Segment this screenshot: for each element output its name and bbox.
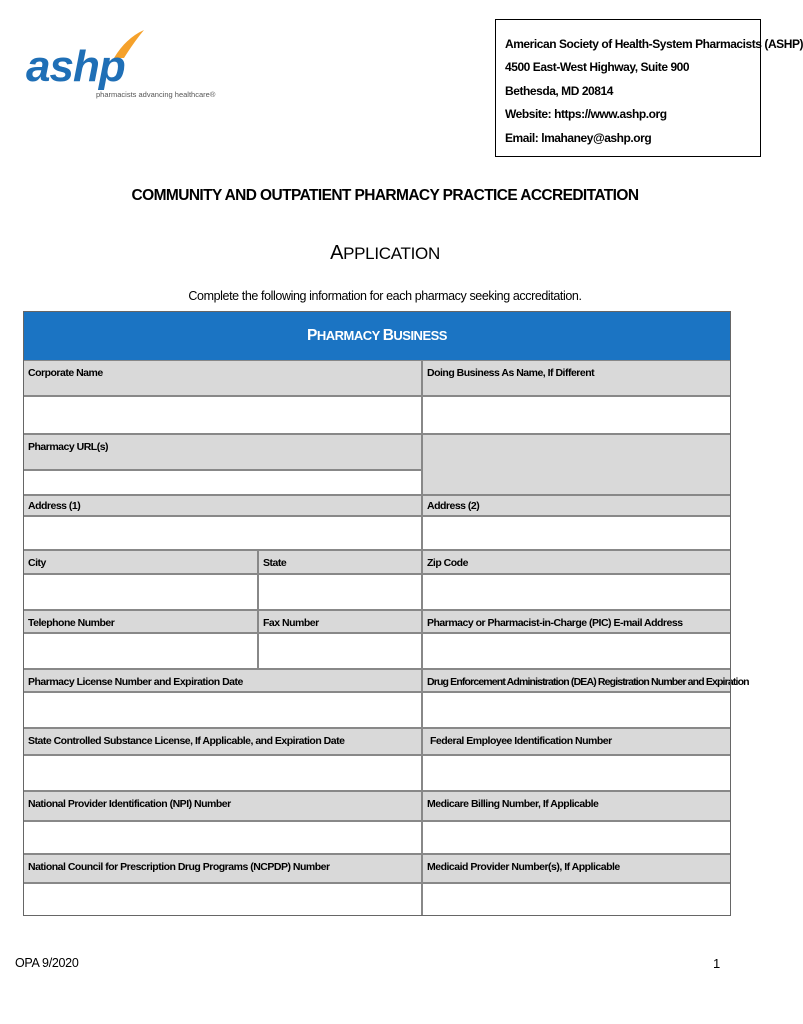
medicaid-label: Medicaid Provider Number(s), If Applicable <box>422 854 731 883</box>
subtitle-rest: PPLICATION <box>343 244 440 263</box>
email-field[interactable] <box>422 633 731 669</box>
corporate-name-label: Corporate Name <box>23 360 422 396</box>
address1-label: Address (1) <box>23 495 422 516</box>
dba-label: Doing Business As Name, If Different <box>422 360 731 396</box>
fax-label: Fax Number <box>258 610 422 633</box>
instructions: Complete the following information for each pharmacy seeking accreditation. <box>188 289 582 303</box>
city-field[interactable] <box>23 574 258 610</box>
org-name: American Society of Health-System Pharmacists (ASHP) <box>505 37 803 51</box>
dea-label: Drug Enforcement Administration (DEA) Registration Number and Expiration <box>422 669 731 692</box>
section-harmacy: HARMACY <box>316 328 383 343</box>
state-field[interactable] <box>258 574 422 610</box>
fein-field[interactable] <box>422 755 731 791</box>
medicare-label: Medicare Billing Number, If Applicable <box>422 791 731 821</box>
state-label: State <box>258 550 422 574</box>
url-label: Pharmacy URL(s) <box>23 434 422 470</box>
email-text: Email: lmahaney@ashp.org <box>505 130 652 145</box>
ncpdp-label: National Council for Prescription Drug Programs (NCPDP) Number <box>23 854 422 883</box>
corporate-name-field[interactable] <box>23 396 422 434</box>
dea-field[interactable] <box>422 692 731 728</box>
phone-field[interactable] <box>23 633 258 669</box>
city-label: City <box>23 550 258 574</box>
ashp-logo <box>26 28 216 108</box>
zip-field[interactable] <box>422 574 731 610</box>
form-version: OPA 9/2020 <box>15 956 79 970</box>
fein-label: Federal Employee Identification Number <box>422 728 731 755</box>
section-b: B <box>382 327 394 344</box>
subtitle-initial: A <box>330 242 344 264</box>
address1-field[interactable] <box>23 516 422 550</box>
address2-label: Address (2) <box>422 495 731 516</box>
ncpdp-field[interactable] <box>23 883 422 916</box>
blank-gray-cell <box>422 434 731 495</box>
controlled-substance-field[interactable] <box>23 755 422 791</box>
section-header <box>23 311 731 360</box>
fax-field[interactable] <box>258 633 422 669</box>
document-subtitle <box>0 242 770 265</box>
medicaid-field[interactable] <box>422 883 731 916</box>
email-label: Pharmacy or Pharmacist-in-Charge (PIC) E-mail Address <box>422 610 731 633</box>
controlled-substance-label: State Controlled Substance License, If Applicable, and Expiration Date <box>23 728 422 755</box>
url-field[interactable] <box>23 470 422 495</box>
logo-tagline: pharmacists advancing healthcare® <box>96 90 216 99</box>
page-number: 1 <box>713 956 721 971</box>
logo-wordmark: ashp <box>26 42 125 91</box>
pharmacy-business-form <box>23 311 749 916</box>
dba-field[interactable] <box>422 396 731 434</box>
street-address: 4500 East-West Highway, Suite 900 <box>505 60 690 75</box>
license-field[interactable] <box>23 692 422 728</box>
section-p: P <box>307 327 317 344</box>
phone-label: Telephone Number <box>23 610 258 633</box>
npi-label: National Provider Identification (NPI) Number <box>23 791 422 821</box>
document-title: COMMUNITY AND OUTPATIENT PHARMACY PRACTICE ACCREDITATION <box>131 187 639 204</box>
zip-label: Zip Code <box>422 550 731 574</box>
npi-field[interactable] <box>23 821 422 854</box>
license-label: Pharmacy License Number and Expiration Date <box>23 669 422 692</box>
website-text: Website: https://www.ashp.org <box>505 107 667 122</box>
address2-field[interactable] <box>422 516 731 550</box>
medicare-field[interactable] <box>422 821 731 854</box>
section-usiness: USINESS <box>393 328 447 343</box>
city-address: Bethesda, MD 20814 <box>505 83 613 98</box>
contact-box <box>495 19 803 157</box>
